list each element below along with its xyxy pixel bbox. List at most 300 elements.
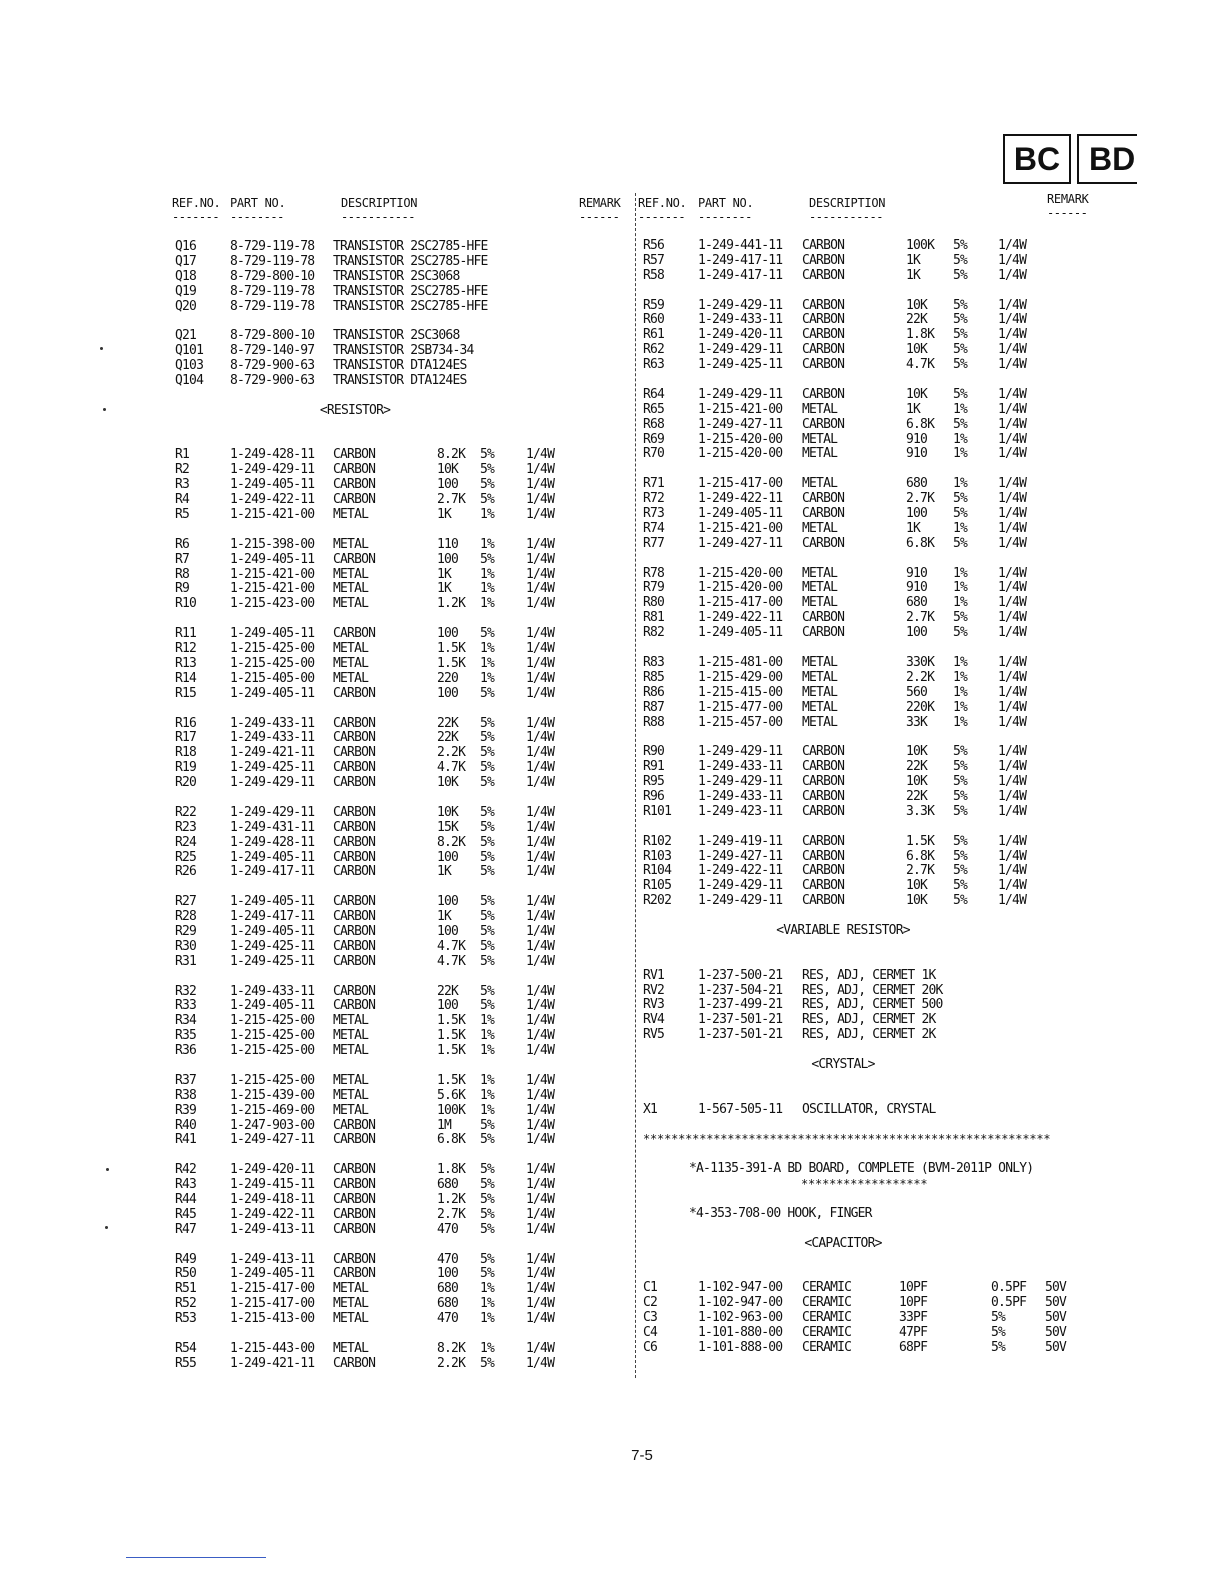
part-number: 1-101-880-00 (698, 1325, 783, 1341)
part-ref: R60 (643, 312, 665, 328)
part-description: CARBON (333, 462, 376, 478)
part-value: 910 (906, 580, 928, 596)
part-number: 1-249-413-11 (230, 1221, 315, 1237)
right-header-ref: REF.NO. (638, 196, 687, 210)
part-tolerance: 1% (953, 580, 968, 596)
part-value: 10K (437, 462, 459, 478)
right-header-remark: REMARK (1047, 192, 1089, 206)
part-wattage: 1/4W (998, 610, 1027, 626)
part-number: 1-215-415-00 (698, 684, 783, 700)
part-number: 1-249-429-11 (230, 804, 315, 820)
part-number: 1-249-421-11 (230, 1355, 315, 1371)
part-description: METAL (333, 1043, 369, 1059)
part-number: 1-249-429-11 (698, 744, 783, 760)
part-row (643, 701, 1203, 716)
part-row (175, 1044, 595, 1059)
part-number: 1-249-425-11 (230, 760, 315, 776)
part-description: CARBON (333, 819, 376, 835)
section-title: <CRYSTAL> (811, 1056, 875, 1072)
part-number: 1-215-420-00 (698, 580, 783, 596)
part-description: METAL (333, 1013, 369, 1029)
part-row (175, 851, 595, 866)
part-tolerance: 5% (480, 834, 495, 850)
row-gap (643, 552, 1203, 567)
part-wattage: 1/4W (998, 744, 1027, 760)
part-value: 6.8K (906, 416, 935, 432)
part-description: CARBON (333, 894, 376, 910)
part-wattage: 1/4W (526, 1251, 555, 1267)
row-gap (175, 389, 595, 404)
board-tag-bc: BC (1003, 134, 1071, 184)
part-value: 3.3K (906, 803, 935, 819)
part-description: CARBON (333, 804, 376, 820)
part-ref: R57 (643, 252, 665, 268)
part-wattage: 1/4W (998, 238, 1027, 253)
row-gap (175, 612, 595, 627)
part-tolerance: 5% (480, 923, 495, 939)
row-gap (643, 820, 1203, 835)
part-description: METAL (333, 641, 369, 657)
part-description: METAL (802, 669, 838, 685)
part-description: CARBON (333, 849, 376, 865)
part-number: 1-215-443-00 (230, 1340, 315, 1356)
part-wattage: 1/4W (998, 878, 1027, 894)
part-row (643, 299, 1203, 314)
part-number: 1-249-405-11 (698, 625, 783, 641)
part-tolerance: 5% (953, 357, 968, 373)
part-wattage: 1/4W (526, 849, 555, 865)
part-ref: R53 (175, 1311, 197, 1327)
assembly-item: *4-353-708-00 HOOK, FINGER (689, 1205, 872, 1221)
part-row (643, 239, 1203, 254)
part-wattage: 1/4W (526, 1162, 555, 1178)
part-tolerance: 5% (480, 685, 495, 701)
part-number: 1-249-428-11 (230, 447, 315, 463)
part-row (175, 910, 595, 925)
section-title: <VARIABLE RESISTOR> (776, 922, 910, 938)
part-tolerance: 1% (953, 684, 968, 700)
part-tolerance: 5% (953, 491, 968, 507)
part-row (175, 1282, 595, 1297)
part-ref: R16 (175, 715, 197, 731)
left-underline-desc: ----------- (341, 210, 415, 224)
part-row (175, 463, 595, 478)
part-tolerance: 0.5PF (991, 1280, 1027, 1296)
column-divider (635, 193, 636, 1378)
part-row (175, 955, 595, 970)
part-wattage: 1/4W (526, 1355, 555, 1371)
part-ref: R70 (643, 446, 665, 462)
part-number: 1-249-429-11 (230, 775, 315, 791)
left-underline-part: -------- (230, 210, 284, 224)
part-ref: R38 (175, 1087, 197, 1103)
part-number: 1-215-425-00 (230, 1013, 315, 1029)
row-gap (643, 1043, 1203, 1058)
part-number: 1-249-429-11 (698, 893, 783, 909)
part-voltage: 50V (1045, 1339, 1067, 1355)
part-number: 1-249-405-11 (230, 849, 315, 865)
part-wattage: 1/4W (526, 819, 555, 835)
part-tolerance: 5% (480, 626, 495, 642)
part-description: TRANSISTOR 2SC3068 (333, 268, 460, 284)
part-wattage: 1/4W (526, 581, 555, 597)
part-row (175, 478, 595, 493)
part-number: 1-215-421-00 (230, 566, 315, 582)
part-wattage: 1/4W (526, 953, 555, 969)
part-ref: R87 (643, 699, 665, 715)
part-description: RES, ADJ, CERMET 20K (802, 982, 943, 998)
part-ref: R17 (175, 730, 197, 746)
part-wattage: 1/4W (526, 745, 555, 761)
part-wattage: 1/4W (998, 446, 1027, 462)
part-description: RES, ADJ, CERMET 1K (802, 967, 936, 983)
part-value: 100 (437, 923, 459, 939)
part-wattage: 1/4W (998, 520, 1027, 536)
part-row (643, 760, 1203, 775)
part-number: 1-249-429-11 (698, 386, 783, 402)
part-ref: RV4 (643, 1012, 665, 1028)
row-gap (175, 1148, 595, 1163)
part-number: 1-249-429-11 (230, 462, 315, 478)
part-row (643, 835, 1203, 850)
part-description: METAL (333, 1311, 369, 1327)
part-tolerance: 0.5PF (991, 1295, 1027, 1311)
part-wattage: 1/4W (526, 894, 555, 910)
part-tolerance: 5% (480, 1221, 495, 1237)
part-ref: C6 (643, 1339, 658, 1355)
part-number: 1-215-425-00 (230, 641, 315, 657)
part-wattage: 1/4W (526, 596, 555, 612)
part-description: CARBON (333, 834, 376, 850)
part-ref: R63 (643, 357, 665, 373)
part-value: 680 (906, 476, 928, 492)
part-row (175, 687, 595, 702)
part-value: 10K (437, 804, 459, 820)
part-ref: R104 (643, 863, 672, 879)
part-wattage: 1/4W (526, 551, 555, 567)
part-row (643, 1013, 1203, 1028)
part-value: 1.5K (906, 833, 935, 849)
part-description: CARBON (802, 491, 845, 507)
part-number: 1-215-417-00 (698, 595, 783, 611)
part-row (175, 985, 595, 1000)
part-description: CERAMIC (802, 1280, 852, 1296)
part-description: METAL (333, 1072, 369, 1088)
part-tolerance: 1% (953, 431, 968, 447)
part-tolerance: 5% (480, 745, 495, 761)
part-ref: R52 (175, 1296, 197, 1312)
part-ref: R8 (175, 566, 190, 582)
part-tolerance: 1% (953, 669, 968, 685)
part-wattage: 1/4W (526, 566, 555, 582)
part-value: 6.8K (906, 535, 935, 551)
part-description: CARBON (333, 1177, 376, 1193)
part-row (643, 418, 1203, 433)
part-tolerance: 5% (953, 535, 968, 551)
board-tag-bd: BD (1077, 134, 1137, 184)
part-wattage: 1/4W (526, 804, 555, 820)
part-row (643, 433, 1203, 448)
part-tolerance: 5% (953, 327, 968, 343)
part-row (175, 1029, 595, 1044)
part-number: 1-249-423-11 (698, 803, 783, 819)
part-number: 1-249-415-11 (230, 1177, 315, 1193)
part-wattage: 1/4W (526, 462, 555, 478)
row-gap (175, 523, 595, 538)
part-tolerance: 5% (953, 803, 968, 819)
part-number: 1-249-417-11 (230, 864, 315, 880)
part-wattage: 1/4W (526, 760, 555, 776)
part-tolerance: 1% (480, 1028, 495, 1044)
part-number: 1-249-405-11 (230, 551, 315, 567)
part-row (643, 522, 1203, 537)
part-row (643, 864, 1203, 879)
part-description: CARBON (333, 730, 376, 746)
part-wattage: 1/4W (526, 1102, 555, 1118)
part-number: 1-249-422-11 (230, 492, 315, 508)
part-description: CARBON (802, 863, 845, 879)
part-tolerance: 1% (953, 520, 968, 536)
part-row (175, 1133, 595, 1148)
part-wattage: 1/4W (998, 759, 1027, 775)
part-number: 1-249-433-11 (230, 983, 315, 999)
part-number: 1-249-405-11 (230, 923, 315, 939)
part-wattage: 1/4W (998, 893, 1027, 909)
part-ref: R69 (643, 431, 665, 447)
part-row (643, 477, 1203, 492)
part-row (643, 507, 1203, 522)
part-number: 1-249-422-11 (230, 1206, 315, 1222)
part-ref: R45 (175, 1206, 197, 1222)
part-tolerance: 1% (480, 655, 495, 671)
part-value: 47PF (899, 1325, 928, 1341)
row-gap (643, 1118, 1203, 1133)
part-description: METAL (802, 446, 838, 462)
part-wattage: 1/4W (998, 580, 1027, 596)
part-number: 1-102-947-00 (698, 1295, 783, 1311)
part-number: 1-249-422-11 (698, 610, 783, 626)
part-tolerance: 5% (480, 551, 495, 567)
part-ref: R64 (643, 386, 665, 402)
part-ref: C4 (643, 1325, 658, 1341)
part-tolerance: 1% (953, 714, 968, 730)
part-value: 1M (437, 1117, 452, 1133)
part-row (175, 374, 595, 389)
part-row (175, 999, 595, 1014)
part-row (175, 329, 595, 344)
part-description: CARBON (333, 626, 376, 642)
part-value: 2.2K (437, 745, 466, 761)
part-row (643, 894, 1203, 909)
part-number: 1-215-457-00 (698, 714, 783, 730)
part-number: 1-249-421-11 (230, 745, 315, 761)
part-value: 220K (906, 699, 935, 715)
part-tolerance: 5% (480, 775, 495, 791)
part-wattage: 1/4W (998, 267, 1027, 283)
part-tolerance: 5% (480, 462, 495, 478)
part-description: CARBON (802, 386, 845, 402)
assembly-underline: ****************** (801, 1177, 928, 1192)
part-number: 1-249-441-11 (698, 238, 783, 253)
part-row (175, 940, 595, 955)
part-number: 1-249-429-11 (698, 297, 783, 313)
part-tolerance: 1% (480, 581, 495, 597)
part-row (175, 1089, 595, 1104)
part-row (175, 865, 595, 880)
part-number: 1-249-418-11 (230, 1192, 315, 1207)
part-ref: R15 (175, 685, 197, 701)
part-description: CARBON (333, 909, 376, 925)
part-wattage: 1/4W (526, 1340, 555, 1356)
part-tolerance: 1% (480, 1072, 495, 1088)
part-ref: RV3 (643, 997, 665, 1013)
part-value: 4.7K (437, 953, 466, 969)
part-number: 1-249-417-11 (230, 909, 315, 925)
part-tolerance: 5% (480, 492, 495, 508)
part-value: 680 (437, 1177, 459, 1193)
part-wattage: 1/4W (526, 655, 555, 671)
part-value: 10K (906, 386, 928, 402)
part-wattage: 1/4W (998, 699, 1027, 715)
part-number: 8-729-119-78 (230, 253, 315, 269)
part-value: 100 (437, 477, 459, 493)
part-row (643, 790, 1203, 805)
part-value: 100 (437, 551, 459, 567)
part-value: 2.7K (906, 610, 935, 626)
part-ref: R40 (175, 1117, 197, 1133)
part-number: 1-249-427-11 (230, 1132, 315, 1148)
part-value: 470 (437, 1311, 459, 1327)
part-value: 1K (437, 864, 452, 880)
part-wattage: 1/4W (526, 998, 555, 1014)
part-ref: Q18 (175, 268, 197, 284)
part-number: 1-249-425-11 (230, 953, 315, 969)
part-description: METAL (333, 1281, 369, 1297)
part-wattage: 1/4W (998, 491, 1027, 507)
part-wattage: 1/4W (526, 626, 555, 642)
part-row (175, 1208, 595, 1223)
part-row (643, 388, 1203, 403)
part-description: CARBON (802, 803, 845, 819)
part-tolerance: 5% (953, 893, 968, 909)
part-number: 1-249-433-11 (230, 730, 315, 746)
part-row (643, 254, 1203, 269)
part-description: TRANSISTOR DTA124ES (333, 373, 467, 389)
part-row (175, 761, 595, 776)
part-ref: R65 (643, 401, 665, 417)
part-description: METAL (802, 476, 838, 492)
part-ref: R31 (175, 953, 197, 969)
part-number: 8-729-900-63 (230, 358, 315, 374)
part-number: 1-567-505-11 (698, 1101, 783, 1117)
part-value: 1K (437, 581, 452, 597)
part-tolerance: 5% (480, 849, 495, 865)
part-number: 1-249-427-11 (698, 416, 783, 432)
part-description: METAL (333, 507, 369, 523)
part-ref: R77 (643, 535, 665, 551)
part-wattage: 1/4W (998, 535, 1027, 551)
part-description: CARBON (802, 312, 845, 328)
part-row (643, 343, 1203, 358)
part-description: RES, ADJ, CERMET 2K (802, 1012, 936, 1028)
part-description: CARBON (802, 788, 845, 804)
part-row (175, 1297, 595, 1312)
part-row (175, 568, 595, 583)
row-gap (175, 1327, 595, 1342)
part-description: CARBON (333, 1117, 376, 1133)
part-ref: R82 (643, 625, 665, 641)
part-ref: R19 (175, 760, 197, 776)
left-header-desc: DESCRIPTION (341, 196, 418, 210)
row-gap (175, 314, 595, 329)
part-number: 1-215-429-00 (698, 669, 783, 685)
part-row (175, 672, 595, 687)
part-number: 1-249-405-11 (230, 626, 315, 642)
part-row (175, 1312, 595, 1327)
part-value: 10K (906, 744, 928, 760)
part-row (175, 285, 595, 300)
part-description: METAL (333, 1296, 369, 1312)
part-wattage: 1/4W (526, 730, 555, 746)
part-number: 1-249-425-11 (698, 357, 783, 373)
part-value: 5.6K (437, 1087, 466, 1103)
part-wattage: 1/4W (998, 357, 1027, 373)
left-header-ref: REF.NO. (172, 196, 221, 210)
row-gap (643, 1222, 1203, 1237)
part-number: 1-237-501-21 (698, 1012, 783, 1028)
part-ref: R47 (175, 1221, 197, 1237)
row-gap (643, 1252, 1203, 1267)
part-tolerance: 5% (480, 1132, 495, 1148)
part-value: 10PF (899, 1280, 928, 1296)
part-number: 1-102-963-00 (698, 1310, 783, 1326)
part-number: 1-101-888-00 (698, 1339, 783, 1355)
part-tolerance: 1% (480, 641, 495, 657)
part-value: 1K (437, 566, 452, 582)
part-description: METAL (333, 655, 369, 671)
part-wattage: 1/4W (998, 386, 1027, 402)
part-value: 1K (906, 401, 921, 417)
part-value: 1.2K (437, 1192, 466, 1207)
part-value: 2.7K (437, 492, 466, 508)
part-value: 4.7K (437, 938, 466, 954)
part-ref: R44 (175, 1192, 197, 1207)
part-number: 1-215-425-00 (230, 1043, 315, 1059)
part-number: 1-215-421-00 (230, 581, 315, 597)
part-description: CARBON (802, 297, 845, 313)
part-description: METAL (333, 536, 369, 552)
part-tolerance: 1% (953, 446, 968, 462)
part-number: 1-249-422-11 (698, 863, 783, 879)
part-ref: Q16 (175, 239, 197, 254)
part-number: 1-247-903-00 (230, 1117, 315, 1133)
part-number: 8-729-119-78 (230, 239, 315, 254)
part-number: 1-215-477-00 (698, 699, 783, 715)
part-value: 100 (437, 998, 459, 1014)
part-ref: R96 (643, 788, 665, 804)
part-wattage: 1/4W (526, 1028, 555, 1044)
part-description: CARBON (333, 1162, 376, 1178)
part-row (175, 1119, 595, 1134)
part-row (643, 313, 1203, 328)
part-wattage: 1/4W (526, 864, 555, 880)
part-value: 2.7K (437, 1206, 466, 1222)
part-description: CARBON (333, 923, 376, 939)
part-ref: Q20 (175, 298, 197, 314)
part-wattage: 1/4W (526, 938, 555, 954)
assembly-item: *A-1135-391-A BD BOARD, COMPLETE (BVM-2011P ONLY) (689, 1161, 1034, 1177)
part-number: 1-249-405-11 (230, 1266, 315, 1282)
